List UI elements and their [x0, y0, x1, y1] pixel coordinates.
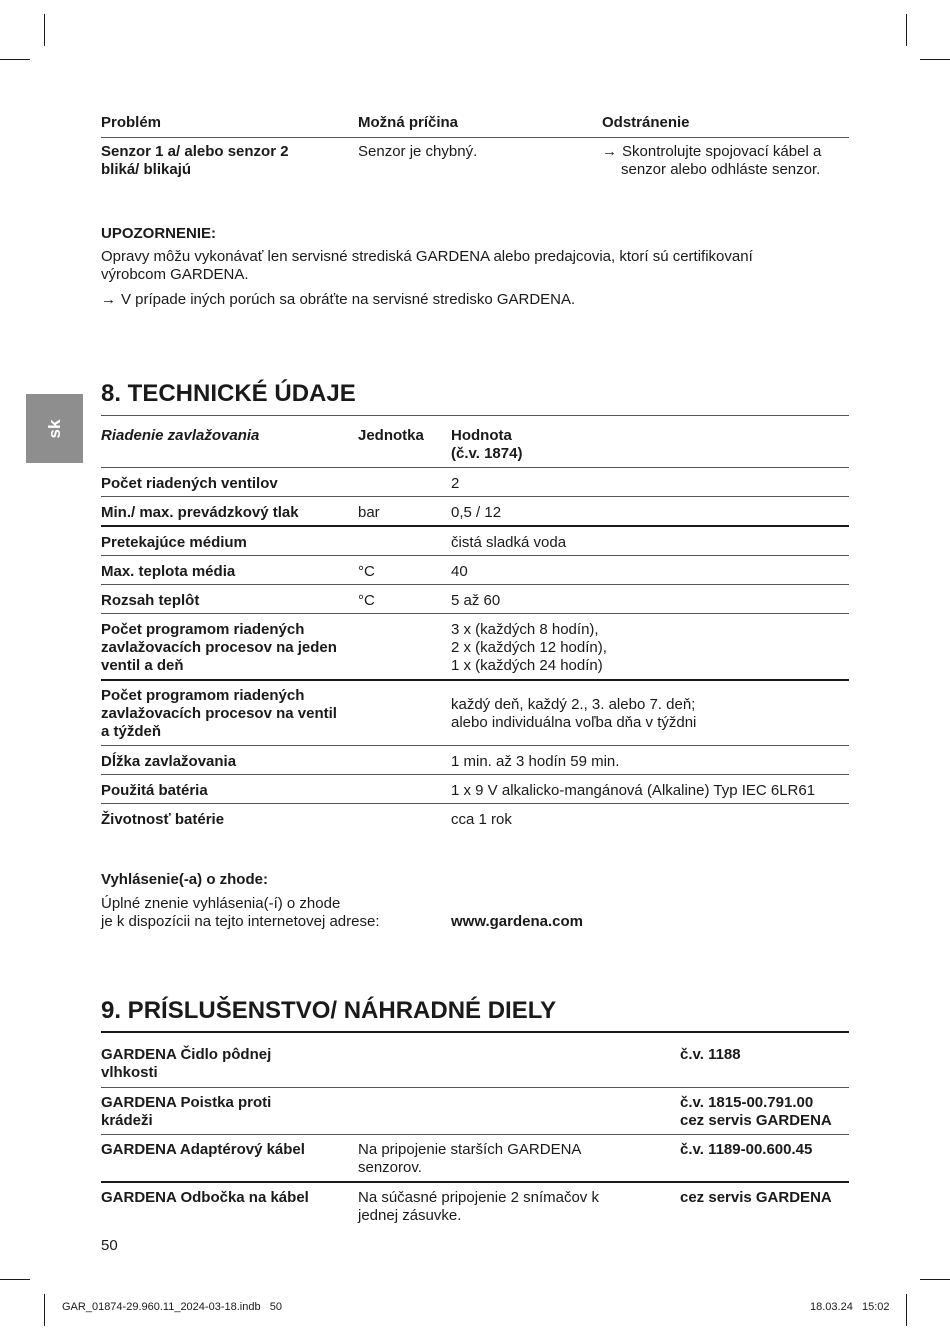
footer-file: GAR_01874-29.960.11_2024-03-18.indb 50	[62, 1301, 282, 1313]
tech-row-unit: °C	[358, 563, 375, 580]
crop-mark	[920, 59, 950, 60]
accessory-desc: Na súčasné pripojenie 2 snímačov k jednej zásuvke.	[358, 1189, 599, 1224]
accessory-number: č.v. 1188	[680, 1046, 741, 1063]
section-9-title: 9. PRÍSLUŠENSTVO/ NÁHRADNÉ DIELY	[101, 997, 557, 1024]
tech-row-name: Počet programom riadených zavlažovacích procesov na jeden ventil a deň	[101, 621, 337, 674]
tech-row-value: 40	[451, 563, 468, 580]
tech-header-unit: Jednotka	[358, 427, 424, 444]
tech-row-name: Max. teplota média	[101, 563, 236, 580]
header-remedy: Odstránenie	[602, 114, 690, 131]
notice-title: UPOZORNENIE:	[101, 225, 217, 242]
tech-row-name: Rozsah teplôt	[101, 592, 200, 609]
accessory-name: GARDENA Adaptérový kábel	[101, 1141, 305, 1158]
tech-row-value: 1 min. až 3 hodín 59 min.	[451, 753, 620, 770]
cause-cell: Senzor je chybný.	[358, 143, 478, 160]
tech-row-name: Pretekajúce médium	[101, 534, 247, 551]
tech-row-value: 3 x (každých 8 hodín), 2 x (každých 12 hodín), 1 x (každých 24 hodín)	[451, 621, 607, 674]
crop-mark	[906, 14, 907, 46]
accessory-name: GARDENA Odbočka na kábel	[101, 1189, 309, 1206]
tech-row-value: každý deň, každý 2., 3. alebo 7. deň; alebo individuálna voľba dňa v týždni	[451, 696, 697, 731]
tech-row-name: Dĺžka zavlažovania	[101, 753, 237, 770]
tech-row-name: Počet programom riadených zavlažovacích procesov na ventil a týždeň	[101, 687, 337, 740]
page-number: 50	[101, 1237, 118, 1254]
crop-mark	[906, 1294, 907, 1326]
notice-text: Opravy môžu vykonávať len servisné strediská GARDENA alebo predajcovia, ktorí sú certifikovaní výrobcom GARDENA.	[101, 248, 753, 283]
remedy-cell: → Skontrolujte spojovací kábel a senzor alebo odhláste senzor.	[602, 143, 861, 179]
tech-row-name: Min./ max. prevádzkový tlak	[101, 504, 299, 521]
tech-row-value: 0,5 / 12	[451, 504, 502, 521]
declaration-url[interactable]: www.gardena.com	[451, 913, 583, 930]
notice-action: → V prípade iných porúch sa obráťte na servisné stredisko GARDENA.	[101, 291, 575, 309]
tech-header-value: Hodnota (č.v. 1874)	[451, 427, 523, 462]
accessory-desc: Na pripojenie starších GARDENA senzorov.	[358, 1141, 581, 1176]
tech-row-value: cca 1 rok	[451, 811, 512, 828]
crop-mark	[44, 14, 45, 46]
crop-mark	[920, 1279, 950, 1280]
section-8-title: 8. TECHNICKÉ ÚDAJE	[101, 380, 356, 407]
accessory-number: č.v. 1815-00.791.00 cez servis GARDENA	[680, 1094, 832, 1129]
tech-header-name: Riadenie zavlažovania	[101, 427, 260, 444]
tech-row-unit: °C	[358, 592, 375, 609]
declaration-title: Vyhlásenie(-a) o zhode:	[101, 871, 268, 888]
tech-row-value: 1 x 9 V alkalicko-mangánová (Alkaline) Typ IEC 6LR61	[451, 782, 816, 799]
tech-row-value: 5 až 60	[451, 592, 501, 609]
accessory-name: GARDENA Poistka proti krádeži	[101, 1094, 272, 1129]
language-tab	[26, 394, 83, 463]
declaration-text: Úplné znenie vyhlásenia(-í) o zhode je k dispozícii na tejto internetovej adrese:	[101, 895, 380, 930]
header-cause: Možná príčina	[358, 114, 459, 131]
tech-row-name: Použitá batéria	[101, 782, 208, 799]
accessory-number: cez servis GARDENA	[680, 1189, 832, 1206]
tech-row-name: Počet riadených ventilov	[101, 475, 278, 492]
header-problem: Problém	[101, 114, 162, 131]
language-tab-label: sk	[44, 419, 64, 438]
problem-cell: Senzor 1 a/ alebo senzor 2 bliká/ blikajú	[101, 143, 289, 178]
tech-row-value: 2	[451, 475, 460, 492]
tech-row-unit: bar	[358, 504, 380, 521]
footer-datetime: 18.03.24 15:02	[810, 1301, 890, 1313]
crop-mark	[0, 1279, 30, 1280]
tech-row-value: čistá sladká voda	[451, 534, 567, 551]
tech-row-name: Životnosť batérie	[101, 811, 225, 828]
crop-mark	[0, 59, 30, 60]
crop-mark	[44, 1294, 45, 1326]
accessory-name: GARDENA Čidlo pôdnej vlhkosti	[101, 1046, 272, 1081]
accessory-number: č.v. 1189-00.600.45	[680, 1141, 813, 1158]
